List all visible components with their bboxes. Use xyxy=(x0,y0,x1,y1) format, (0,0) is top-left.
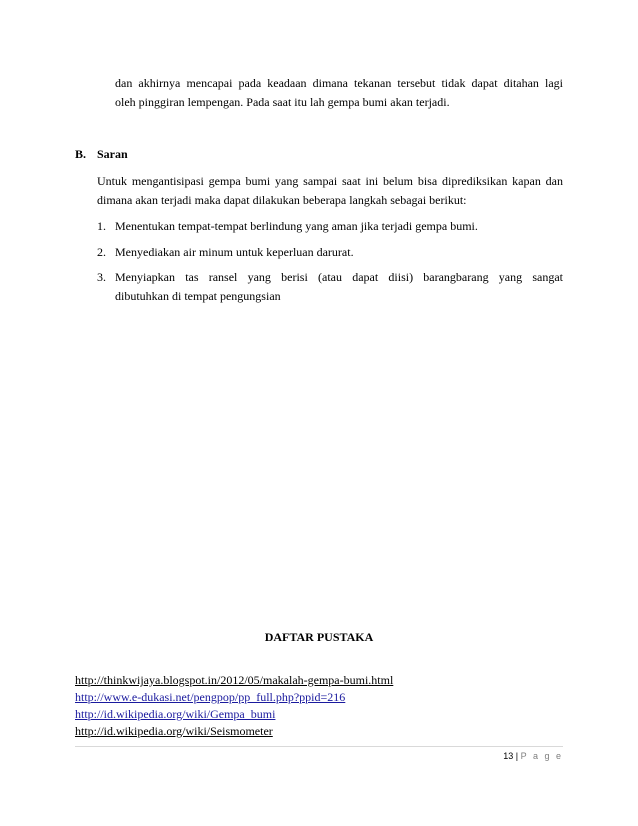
page-label: P a g e xyxy=(520,751,563,761)
footer-separator: | xyxy=(515,751,519,761)
list-item: Menyiapkan tas ransel yang berisi (atau dapat diisi) barangbarang yang sangat xyxy=(115,270,563,284)
saran-intro-line-1: Untuk mengantisipasi gempa bumi yang sampai saat ini belum bisa diprediksikan kapan dan xyxy=(97,174,563,188)
reference-link[interactable]: http://id.wikipedia.org/wiki/Seismometer xyxy=(75,724,273,738)
list-item-continuation: dibutuhkan di tempat pengungsian xyxy=(115,289,281,303)
footer-divider xyxy=(75,746,563,747)
reference-link[interactable]: http://id.wikipedia.org/wiki/Gempa_bumi xyxy=(75,707,276,721)
list-item: Menyediakan air minum untuk keperluan darurat. xyxy=(115,245,354,259)
list-item-number: 2. xyxy=(97,245,106,259)
conclusion-line-2: oleh pinggiran lempengan. Pada saat itu lah gempa bumi akan terjadi. xyxy=(115,95,450,109)
list-item: Menentukan tempat-tempat berlindung yang aman jika terjadi gempa bumi. xyxy=(115,219,478,233)
list-item-number: 3. xyxy=(97,270,106,284)
section-heading-saran: Saran xyxy=(97,147,128,161)
conclusion-line-1: dan akhirnya mencapai pada keadaan dimana tekanan tersebut tidak dapat ditahan lagi xyxy=(115,76,563,90)
reference-link[interactable]: http://thinkwijaya.blogspot.in/2012/05/makalah-gempa-bumi.html xyxy=(75,673,394,687)
section-marker: B. xyxy=(75,147,87,161)
list-item-number: 1. xyxy=(97,219,106,233)
bibliography-heading: DAFTAR PUSTAKA xyxy=(264,630,374,644)
saran-intro-line-2: dimana akan terjadi maka dapat dilakukan beberapa langkah sebagai berikut: xyxy=(97,193,467,207)
reference-link[interactable]: http://www.e-dukasi.net/pengpop/pp_full.php?ppid=216 xyxy=(75,690,346,704)
page-footer xyxy=(503,751,563,761)
page-number: 13 xyxy=(503,751,514,761)
